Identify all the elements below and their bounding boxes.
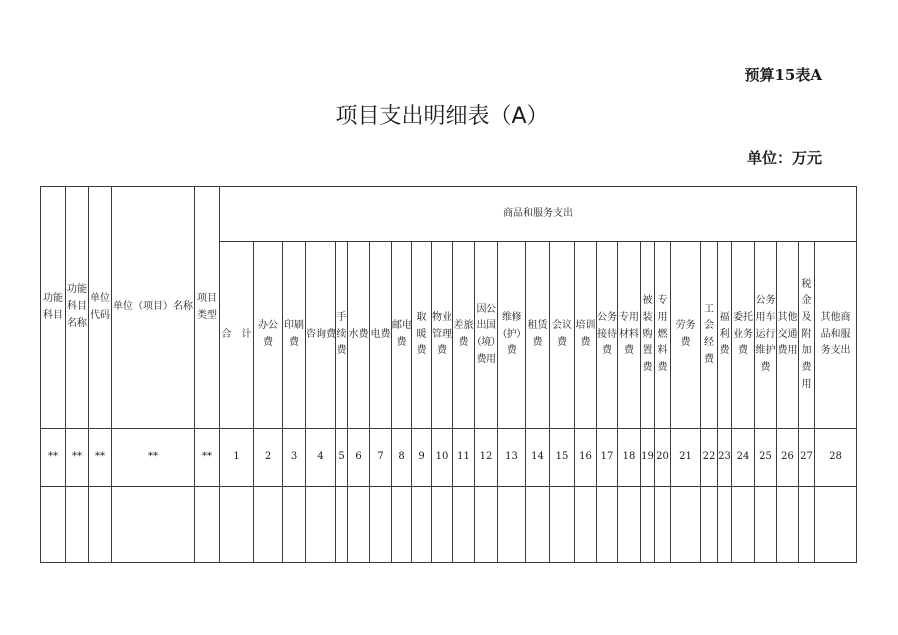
col-header-property-management: 物业 管理 费 [432,242,453,429]
column-number-cell: 10 [432,429,453,487]
column-number-cell: 12 [475,429,498,487]
col-header-project-type: 项目 类型 [195,187,220,429]
column-number-cell: 4 [306,429,336,487]
blank-cell [370,487,392,563]
column-number-row [41,429,857,487]
col-header-handling-fee: 手 续 费 [336,242,348,429]
blank-cell [575,487,597,563]
col-header-total: 合 计 [220,242,254,429]
blank-cell [550,487,575,563]
column-number-cell: 24 [732,429,755,487]
blank-cell [112,487,195,563]
col-header-official-reception: 公务 接待 费 [597,242,618,429]
column-number-cell: 6 [348,429,370,487]
blank-cell [66,487,89,563]
column-number-cell: 28 [815,429,857,487]
column-number-cell: 3 [283,429,306,487]
blank-cell [412,487,432,563]
column-number-cell: 1 [220,429,254,487]
blank-cell [641,487,655,563]
blank-data-row [41,487,857,563]
col-header-entrusted-business: 委托 业务 费 [732,242,755,429]
blank-cell [671,487,701,563]
col-header-special-fuel: 专 用 燃 料 费 [655,242,671,429]
col-header-labor: 劳务 费 [671,242,701,429]
blank-cell [498,487,526,563]
col-header-other-goods-services: 其他商 品和服 务支出 [815,242,857,429]
col-header-travel: 差旅 费 [453,242,475,429]
column-number-cell: 9 [412,429,432,487]
col-header-printing: 印刷 费 [283,242,306,429]
column-number-cell: 21 [671,429,701,487]
column-number-cell: 23 [718,429,732,487]
blank-cell [432,487,453,563]
col-header-special-materials: 专用 材料 费 [618,242,641,429]
col-header-office: 办公 费 [254,242,283,429]
col-header-consulting: 咨询费 [306,242,336,429]
column-number-cell: 25 [755,429,777,487]
blank-cell [306,487,336,563]
blank-cell [453,487,475,563]
blank-cell [526,487,550,563]
column-number-cell: 13 [498,429,526,487]
blank-cell [475,487,498,563]
blank-cell [701,487,718,563]
col-header-water: 水费 [348,242,370,429]
col-header-heating: 取 暖 费 [412,242,432,429]
column-number-cell: 2 [254,429,283,487]
group-header-goods-services: 商品和服务支出 [220,187,857,242]
column-number-cell: 20 [655,429,671,487]
blank-cell [89,487,112,563]
col-header-uniform-purchase: 被 装 购 置 费 [641,242,655,429]
column-number-cell: 19 [641,429,655,487]
code-cell: ** [41,429,66,487]
blank-cell [597,487,618,563]
col-header-rental: 租赁 费 [526,242,550,429]
blank-cell [348,487,370,563]
form-code: 预算15表A [744,66,822,84]
blank-cell [618,487,641,563]
column-number-cell: 27 [799,429,815,487]
column-number-cell: 8 [392,429,412,487]
code-cell: ** [195,429,220,487]
col-header-other-transport: 其他 交通 费用 [777,242,799,429]
code-cell: ** [112,429,195,487]
column-number-cell: 17 [597,429,618,487]
col-header-maintenance: 维修 （护） 费 [498,242,526,429]
blank-cell [718,487,732,563]
blank-cell [195,487,220,563]
col-header-welfare: 福 利 费 [718,242,732,429]
col-header-function-subject: 功能 科目 [41,187,66,429]
blank-cell [220,487,254,563]
budget-table [40,186,857,563]
header-row-group [41,187,857,242]
blank-cell [283,487,306,563]
column-number-cell: 14 [526,429,550,487]
col-header-overseas-travel: 因公 出国 （境） 费用 [475,242,498,429]
col-header-official-vehicle: 公务 用车 运行 维护 费 [755,242,777,429]
col-header-taxes-surcharges: 税 金 及 附 加 费 用 [799,242,815,429]
blank-cell [777,487,799,563]
blank-cell [755,487,777,563]
code-cell: ** [89,429,112,487]
unit-label: 单位：万元 [746,149,822,167]
column-number-cell: 22 [701,429,718,487]
blank-cell [41,487,66,563]
col-header-training: 培训 费 [575,242,597,429]
col-header-function-subject-name: 功能 科目 名称 [66,187,89,429]
col-header-unit-code: 单位 代码 [89,187,112,429]
column-number-cell: 7 [370,429,392,487]
column-number-cell: 16 [575,429,597,487]
blank-cell [392,487,412,563]
code-cell: ** [66,429,89,487]
col-header-union-funds: 工 会 经 费 [701,242,718,429]
column-number-cell: 5 [336,429,348,487]
blank-cell [732,487,755,563]
column-number-cell: 15 [550,429,575,487]
column-number-cell: 18 [618,429,641,487]
column-number-cell: 26 [777,429,799,487]
col-header-postal: 邮电 费 [392,242,412,429]
blank-cell [799,487,815,563]
col-header-meeting: 会议 费 [550,242,575,429]
blank-cell [336,487,348,563]
blank-cell [655,487,671,563]
page-title: 项目支出明细表（A） [335,104,549,129]
blank-cell [254,487,283,563]
col-header-electricity: 电费 [370,242,392,429]
column-number-cell: 11 [453,429,475,487]
col-header-unit-project-name: 单位（项目）名称 [112,187,195,429]
blank-cell [815,487,857,563]
